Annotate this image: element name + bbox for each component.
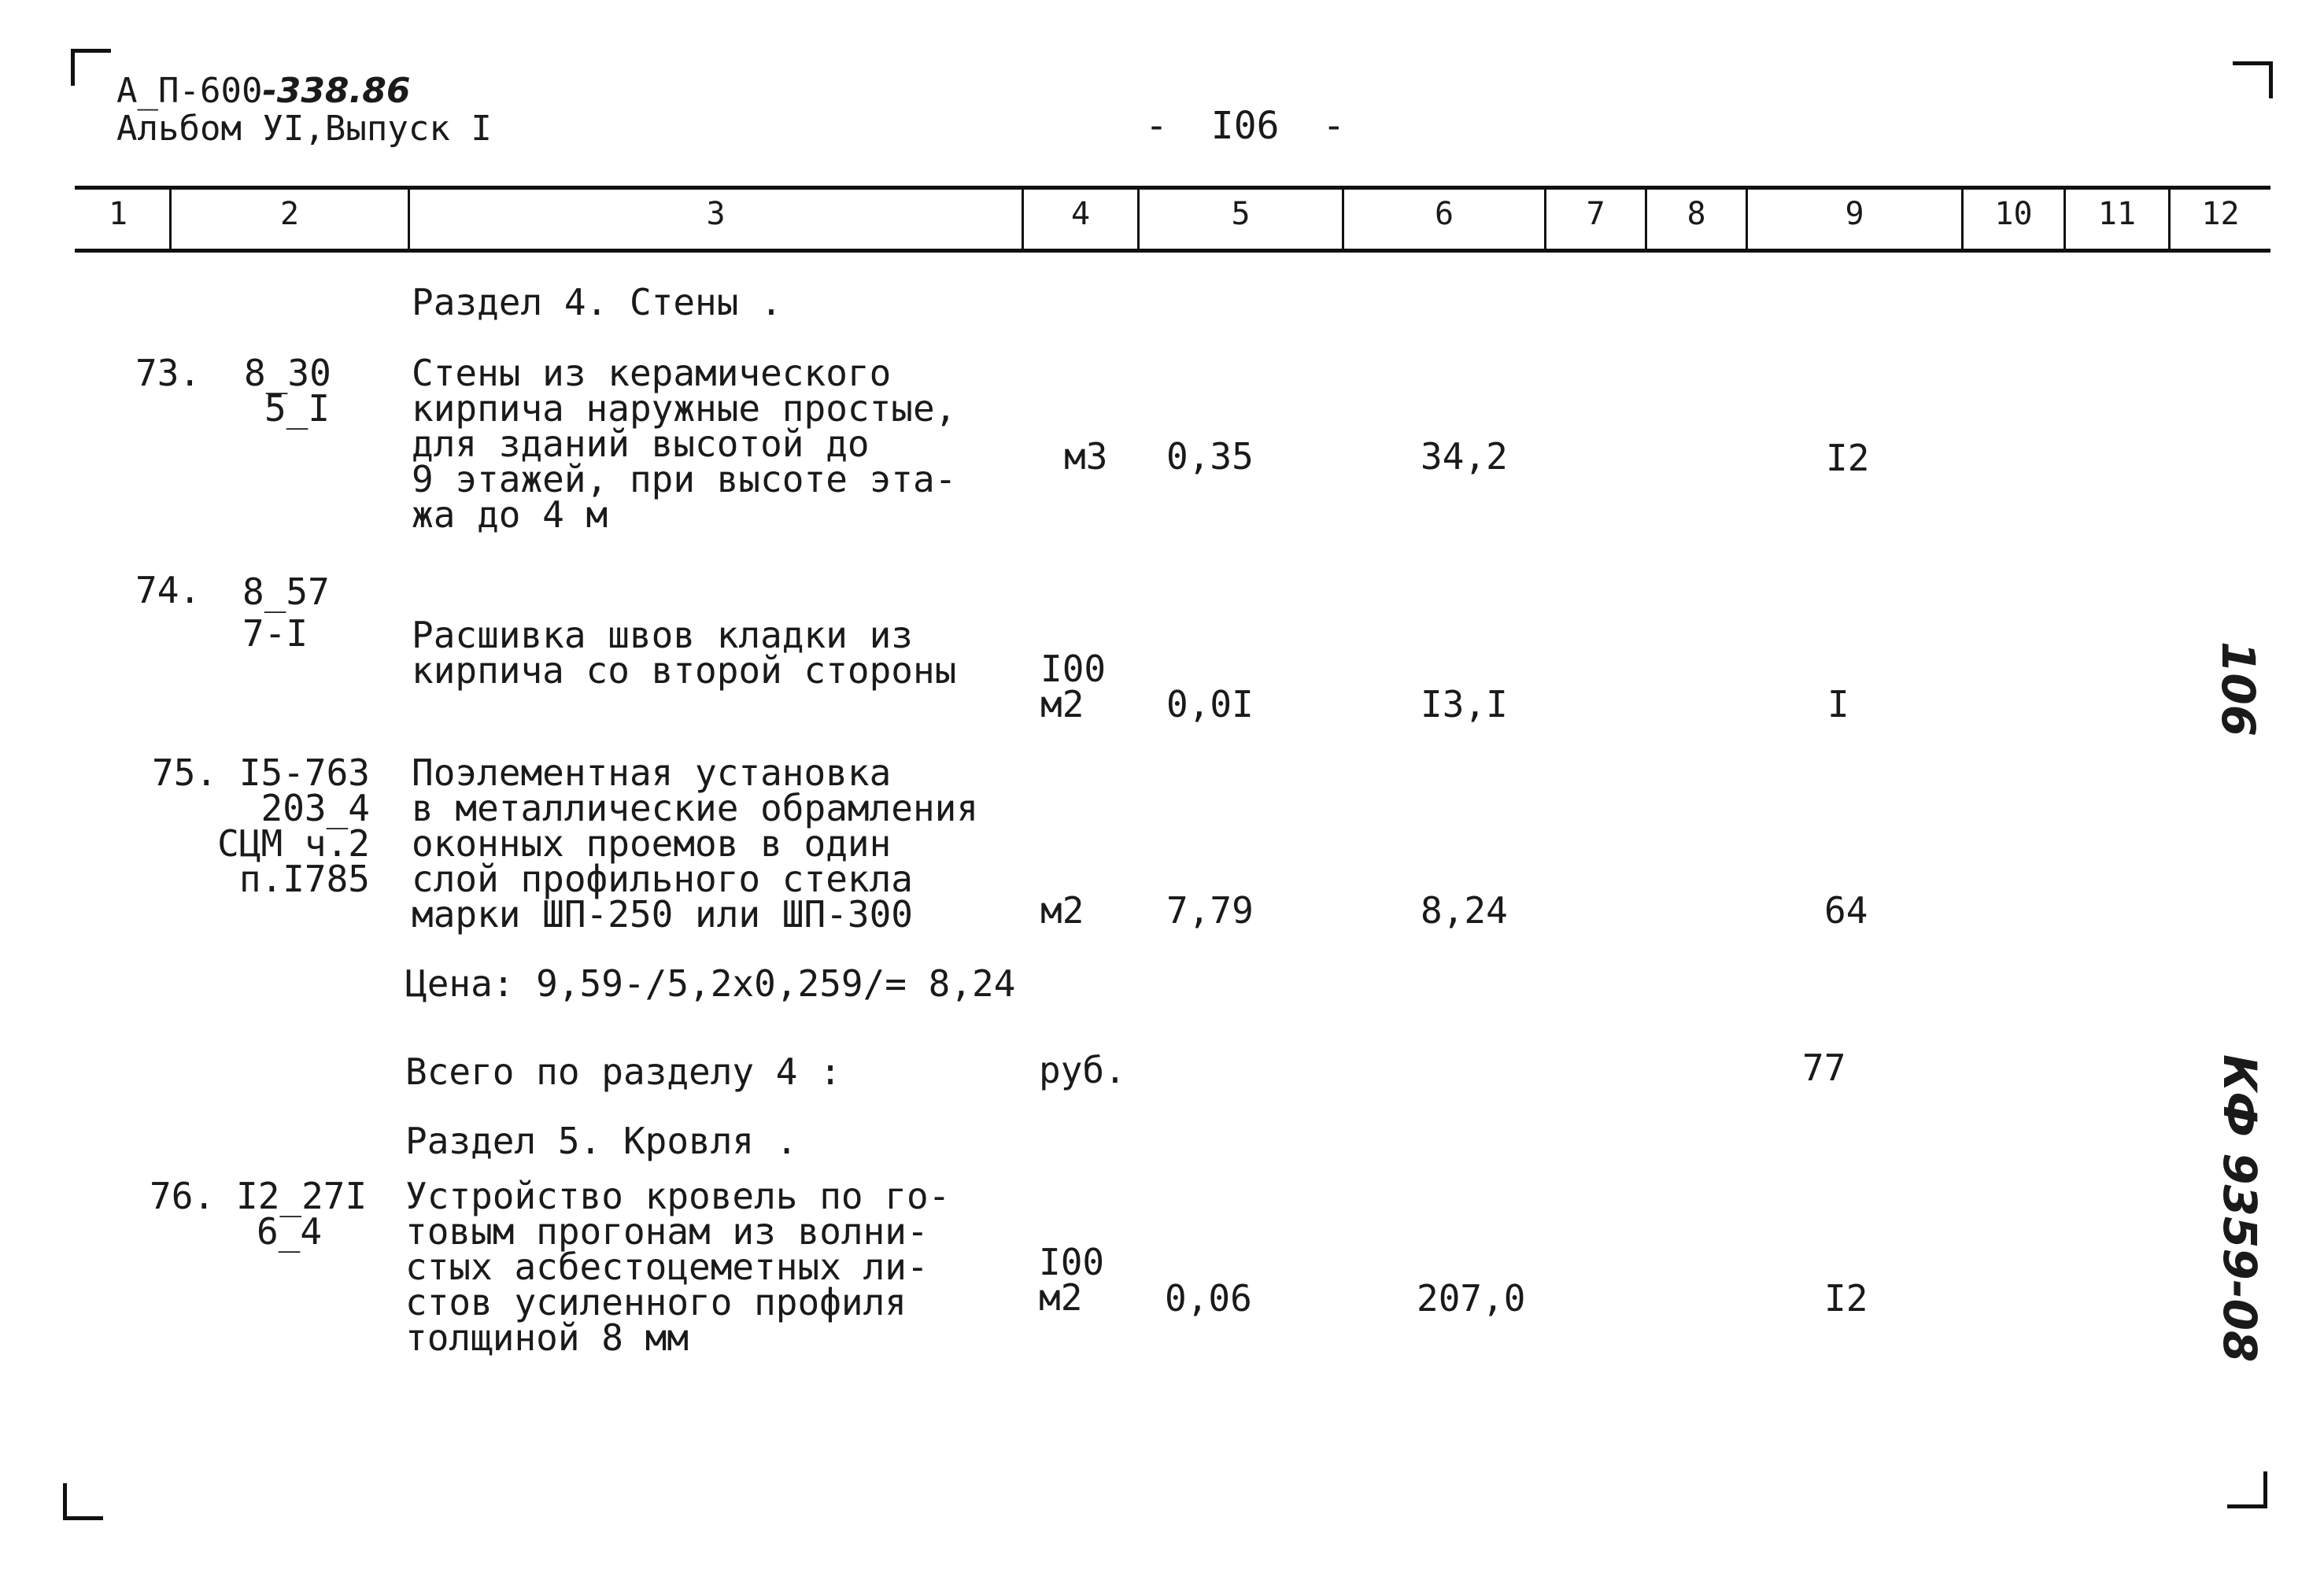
row-total: I2: [1826, 437, 1870, 479]
row-description: Стены из керамического кирпича наружные простые, для зданий высотой до 9 этажей, при высоте эта- жа до 4 м: [412, 352, 957, 536]
column-number: 8: [1687, 196, 1706, 232]
row-total: 64: [1824, 889, 1868, 932]
corner-mark-bottom-right: [2227, 1471, 2267, 1508]
row-code: I2_27I 6_4: [236, 1175, 368, 1253]
row-number: 75.: [152, 751, 218, 794]
row-number: 73.: [135, 352, 201, 394]
side-page-number: 106: [2211, 641, 2265, 737]
row-total: I: [1827, 683, 1849, 725]
row-description: Поэлементная установка в металлические обрамления оконных проемов в один слой профильного стекла марки ШП-250 или ШП-300: [412, 751, 979, 936]
column-number: 9: [1845, 196, 1864, 232]
column-number: 3: [706, 196, 726, 232]
row-description: Расшивка швов кладки из кирпича со второй стороны: [412, 614, 957, 692]
row-unit: I00 м2: [1040, 648, 1107, 725]
column-number: 12: [2201, 196, 2240, 232]
row-unit: I00 м2: [1039, 1241, 1105, 1319]
row-quantity: 7,79: [1166, 889, 1254, 932]
row-price: 8,24: [1421, 889, 1508, 932]
row-quantity: 0,35: [1166, 435, 1254, 478]
row-price: 207,0: [1417, 1277, 1526, 1320]
row-code: I5-763 203_4 СЦМ ч.2 п.I785: [217, 751, 370, 900]
column-number: 11: [2097, 196, 2137, 232]
corner-mark-top-right: [2233, 61, 2273, 98]
row-price: I3,I: [1421, 683, 1508, 725]
column-number: 4: [1070, 196, 1091, 232]
row-quantity: 0,06: [1165, 1277, 1252, 1320]
row-total: I2: [1824, 1277, 1868, 1320]
row-unit: м2: [1040, 889, 1084, 932]
row-quantity: 0,0I: [1166, 683, 1254, 725]
column-number: 1: [108, 196, 128, 232]
section-title: Раздел 5. Кровля .: [405, 1120, 798, 1162]
row-description: Устройство кровель по го- товым прогонам из волни- стых асбестоцеметных ли- стов усиленного профиля толщиной 8 мм: [405, 1175, 951, 1359]
corner-mark-bottom-left: [63, 1483, 103, 1520]
page-number: - I06 -: [1145, 104, 1346, 148]
doc-code: А_П-600: [116, 71, 263, 111]
column-number: 5: [1231, 196, 1251, 232]
row-number: 74.: [135, 569, 201, 611]
row-price: 34,2: [1421, 435, 1508, 478]
side-stamp: КФ 9359-08: [2213, 1054, 2267, 1363]
corner-mark-top-left: [71, 49, 111, 86]
section-total-value: 77: [1802, 1047, 1846, 1089]
section-total-label: Всего по разделу 4 :: [405, 1050, 841, 1093]
doc-header: [116, 72, 411, 110]
album-label: Альбом УI,Выпуск I: [116, 109, 492, 149]
row-number: 76.: [150, 1175, 216, 1217]
doc-number: -338.86: [262, 71, 411, 111]
column-number: 2: [279, 196, 300, 232]
table-header-rule: [75, 249, 2270, 253]
column-number: 7: [1586, 196, 1605, 232]
column-number: 6: [1434, 196, 1454, 232]
section-total-unit: руб.: [1039, 1049, 1126, 1091]
table-top-rule: [75, 186, 2270, 190]
column-number: 10: [1994, 196, 2033, 232]
section-title: Раздел 4. Стены .: [412, 281, 782, 323]
row-code: 8_57 7-I: [242, 570, 330, 655]
row-code: 8_30 5_I: [244, 352, 331, 430]
row-unit: м3: [1064, 435, 1108, 478]
price-note: Цена: 9,59-/5,2х0,259/= 8,24: [405, 962, 1016, 1005]
